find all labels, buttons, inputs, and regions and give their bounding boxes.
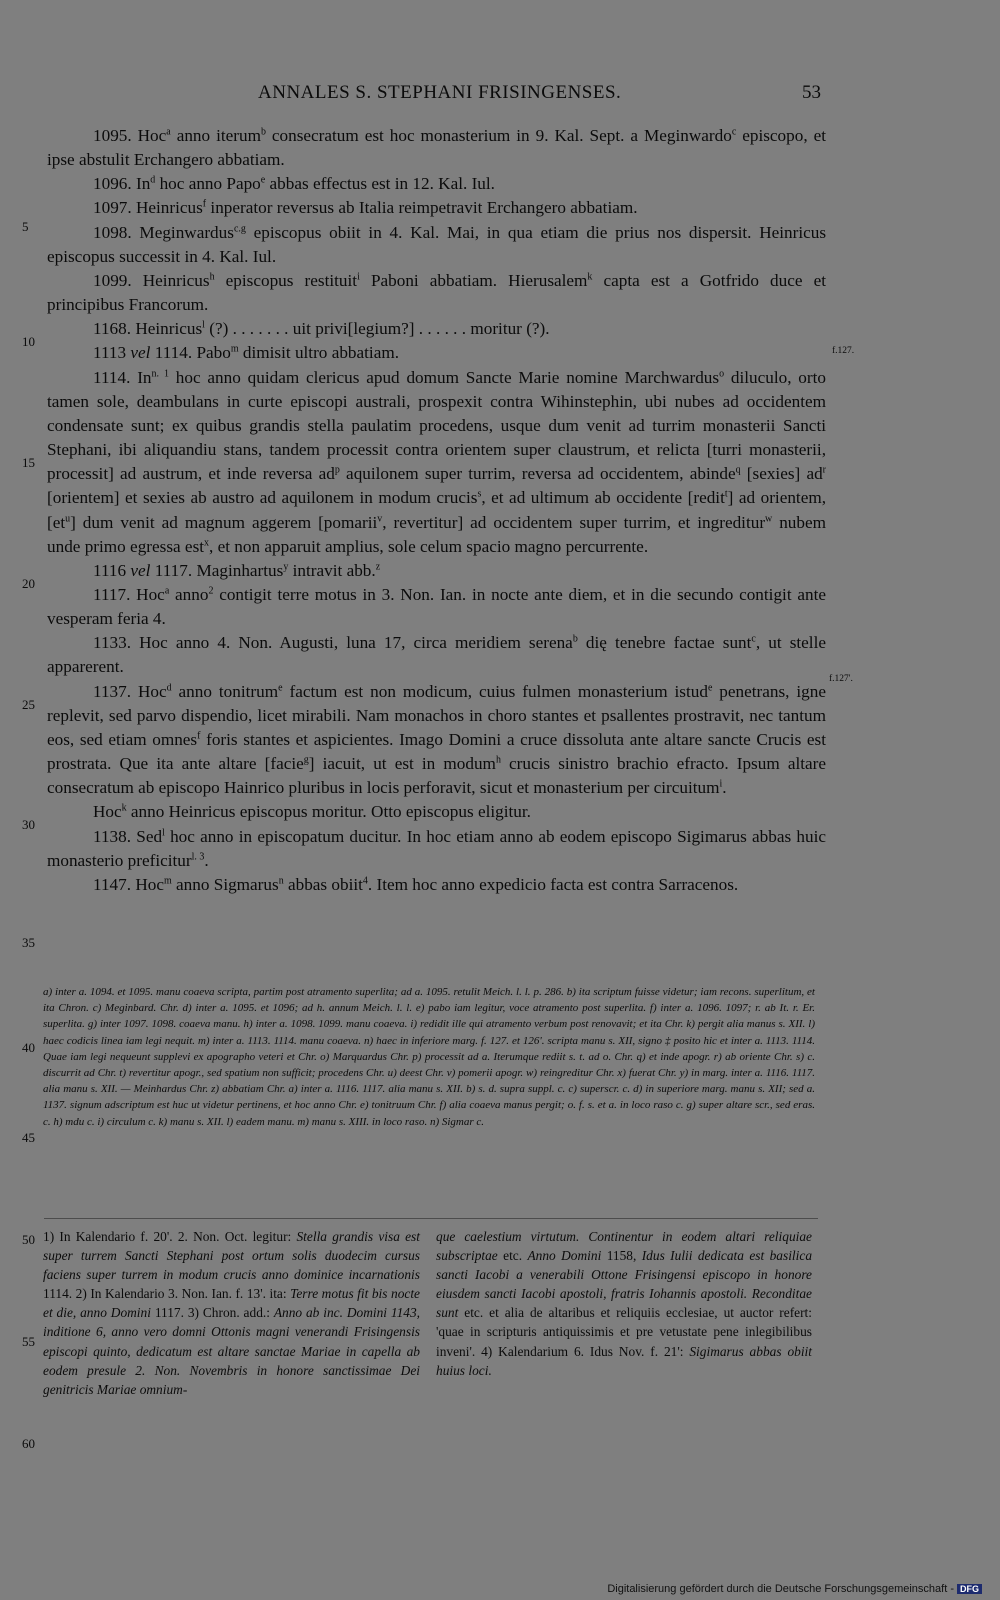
footer-text: Digitalisierung gefördert durch die Deutsche Forschungsgemeinschaft - (607, 1583, 954, 1595)
annal-entry: 1096. In$^d$ hoc anno Papo$^e$ abbas effectus est in 12. Kal. Iul. (93, 174, 495, 194)
entry-year: 1099. (93, 270, 132, 290)
annal-entry: 1099. Heinricus$^h$ episcopus restituit$^i$ Paboni abbatiam. Hierusalem$^k$ capta est a Gotfrido duce et principibus Francorum. (47, 270, 826, 315)
line-number: 5 (22, 219, 29, 234)
entry-year: 1095. (93, 126, 132, 145)
annal-entry: 1133. Hoc anno 4. Non. Augusti, luna 17, circa meridiem serena$^b$ dię tenebre factae sunt$^c$, ut stelle apparerent. (47, 633, 826, 677)
annal-entry: 1113 vel 1114. Pabo$^m$ dimisit ultro abbatiam. (93, 343, 399, 363)
annal-entry: 1147. Hoc$^m$ anno Sigmarus$^n$ abbas obiit$^4$. Item hoc anno expedicio facta est contra Sarracenos. (93, 874, 739, 894)
critical-apparatus (43, 984, 815, 1130)
divider (44, 1218, 818, 1219)
entry-year: 1117. (93, 584, 131, 604)
notes-column-right (436, 1227, 812, 1380)
annal-entry: 1117. Hoc$^a$ anno$^2$ contigit terre motus in 3. Non. Ian. in nocte ante diem, et in die secundo contigit ante vesperam feria 4. (47, 584, 826, 629)
explanatory-notes: que caelestium virtutum. Continentur in eodem altari reliquiae subscriptae etc. Anno Domini 1158, Idus Iulii dedicata est basilica sancti Iacobi a venerabili Ottone Frisingensi episcopo in honore eiusdem sancti Iacobi apostoli, fratris Iohannis apostoli. Reconditae sunt etc. et alia de altaribus et reliquiis ecclesiae, ut auctor refert: 'quae in scripturis antiquissimis et pre vetustate pene inlegibilibus inveni'. 4) Kalendarium 6. Idus Nov. f. 21': Sigimarus abbas obiit huius loci. (436, 1229, 813, 1378)
annals-text (47, 124, 826, 897)
annal-entry: 1168. Heinricus$^l$ (?) . . . . . . . uit privi[legium?] . . . . . . moritur (?). (93, 319, 550, 339)
entry-year: 1097. (93, 198, 132, 218)
line-number: 35 (22, 935, 35, 950)
folio-note: f.127'. (829, 674, 853, 684)
annal-entry: 1114. $In^{n. 1}$ hoc anno quidam clericus apud domum Sancte Marie nomine Marchwardus$^o$ diluculo, orto tamen sole, deambulans in curte episcopi australi, prospexit contra Wihinstephin, ubi nubes ad occidentem condensate sunt; ex quibus grandis stella paulatim procedens, usque dum venit ad turrim monasterii Sancti Stephani, ibi aliquandiu stans, tandem processit contra orientem super claustrum, et relicta [turri monasterii, processit] ad austrum, et inde reversa $ad^p$ aquilonem super turrim, reversa ad occidentem, abinde$^q$ [sexies] $ad^r$ [orientem] et sexies ab austro ad aquilonem in modum crucis$^s$, et ad ultimum ab occidente [redit$^t$] ad orientem, $[et^u]$ dum venit ad magnum aggerem [pomarii$^v$, revertitur] ad occidentem super turrim, et ingreditur$^w$ nubem unde primo egressa est$^x$, et non apparuit amplius, sole celum spacio magno percurrente. (47, 367, 826, 556)
entry-year: 1114. (93, 367, 131, 387)
line-number: 15 (22, 455, 35, 470)
annal-entry: 1137. Hoc$^d$ anno tonitrum$^e$ factum est non modicum, cuius fulmen monasterium istud$^e$ penetrans, igne replevit, sed parvo dispendio, licet mirabili. Nam monachos in choro stantes et psallentes prostravit, nec tantum eos, sed etiam omnes$^f$ foris stantes et aspicientes. Imago Domini a cruce dissoluta ante altare sancte Crucis est prostrata. Que ita ante altare [facie$^g$] iacuit, ut est in modum$^h$ crucis sinistro brachio efracto. Ipsum altare consecratum ab episcopo Hainrico pluribus in locis perforavit, sicut et monasterium per circuitum$^i$. (47, 681, 826, 798)
entry-year: 1096. (93, 174, 132, 194)
entry-year: 1113 vel 1114. (93, 343, 193, 363)
page-number: 53 (802, 82, 821, 103)
line-number: 40 (22, 1040, 35, 1055)
line-number: 60 (22, 1436, 35, 1451)
explanatory-notes: 1) In Kalendario f. 20'. 2. Non. Oct. legitur: Stella grandis visa est super turrem Sancti Stephani post ortum solis duodecim cursus faciens super turrem in modum crucis anno dominice incarnationis 1114. 2) In Kalendario 3. Non. Ian. f. 13'. ita: Terre motus fit bis nocte et die, anno Domini 1117. 3) Chron. add.: Anno ab inc. Domini 1143, inditione 6, anno vero domni Ottonis magni venerandi Frisingensis episcopi quinto, dedicatum est altare sanctae Mariae in capella ab eodem presule 2. Non. Novembris in honore sanctissimae Dei genitricis Mariae omnium- (43, 1229, 421, 1397)
entry-year: 1098. (93, 222, 132, 242)
footer-credit (607, 1583, 982, 1595)
entry-year: 1116 vel 1117. (93, 560, 193, 580)
entry-year: 1133. (93, 633, 132, 653)
entry-year: 1138. (93, 826, 132, 846)
line-number: 10 (22, 334, 35, 349)
annal-entry: Hoc$^k$ anno Heinricus episcopus moritur. Otto episcopus eligitur. (93, 802, 531, 822)
line-number: 45 (22, 1130, 35, 1145)
line-number: 25 (22, 697, 35, 712)
annal-entry: 1138. Sed$^l$ hoc anno in episcopatum ducitur. In hoc etiam anno ab eodem episcopo Sigimarus abbas huic monasterio preficitur$^{l. 3}$. (47, 826, 827, 870)
annal-entry: 1116 vel 1117. Maginhartus$^y$ intravit abb.$^z$ (93, 560, 381, 580)
line-number: 55 (22, 1334, 35, 1349)
apparatus-notes: a) inter a. 1094. et 1095. manu coaeva scripta, partim post atramento superlita; ad a. 1095. retulit Meich. l. l. p. 286. b) ita scriptum fuisse videtur; iam recons. superlitum, et ita Chron. c) Meginbard. Chr. d) inter a. 1095. et 1096; ad h. annum Meich. l. l. e) pabo iam legitur, voce atramento post superlita. f) inter a. 1096. 1097; r. ab It. r. Er. superlita. g) inter 1097. 1098. coaeva manu. h) inter a. 1098. 1099. manu coaeva. i) redidit ille qui atramento verbum post renovavit; et ita Chr. k) pergit alia manus s. XII. l) haec codicis linea iam legi nequit. m) inter a. 1113. 1114. manu coaeva. n) haec in inferiore marg. f. 127. et 126'. scripta manu s. XII, signo ‡ posito hic et inter a. 1113. 1114. Quae iam legi nequeunt supplevi ex apographo veteri et Chr. o) Marquardus Chr. p) processit ad a. Iterumque rediit s. t. ad o. Chr. q) et inde apogr. r) ab oriente Chr. s) c. discurrit ad Chr. t) revertitur apogr., sed spatium non sufficit; procedens Chr. u) deest Chr. v) pomerii apogr. w) reingreditur Chr. x) fuerat Chr. y) in marg. inter a. 1116. 1117. alia manu s. XII. — Meinhardus Chr. z) abbatiam Chr. a) inter a. 1116. 1117. alia manu s. XII. b) s. d. supra suppl. c. c) superscr. c. d) in superiore marg. manu s. XII; sed a. 1137. signum adscriptum est huc ut videtur pertinens, et hoc anno Chr. e) tonitruum Chr. f) alia coaeva manus pergit; o. f. s. et a. in loco raso c. g) super altare scr., sed eras. c. h) mdu c. i) circulum c. k) manu s. XII. l) eadem manu. m) manu s. XIII. in loco raso. n) Sigmar c. (43, 986, 815, 1128)
notes-column-left (43, 1227, 420, 1399)
running-header (0, 82, 1000, 110)
entry-year: 1137. (93, 681, 132, 701)
annal-entry: 1098. Meginwardus$^{c.g}$ episcopus obiit in 4. Kal. Mai, in qua etiam die prius nos dispersit. Heinricus episcopus successit in 4. Kal. Iul. (47, 222, 827, 266)
annal-entry: 1095. Hoc$^a$ anno iterum$^b$ consecratum est hoc monasterium in 9. Kal. Sept. a Meginwardo$^c$ episcopo, et ipse abstulit Erchangero abbatiam. (47, 126, 826, 170)
dfg-logo: DFG (957, 1584, 982, 1594)
entry-year: 1168. (93, 319, 132, 339)
line-number: 20 (22, 576, 35, 591)
folio-note: f.127. (832, 346, 855, 356)
line-number: 50 (22, 1232, 35, 1247)
annal-entry: 1097. Heinricus$^f$ inperator reversus ab Italia reimpetravit Erchangero abbatiam. (93, 198, 638, 218)
entry-year: 1147. (93, 874, 132, 894)
line-number: 30 (22, 817, 35, 832)
page-title: ANNALES S. STEPHANI FRISINGENSES. (258, 82, 622, 103)
